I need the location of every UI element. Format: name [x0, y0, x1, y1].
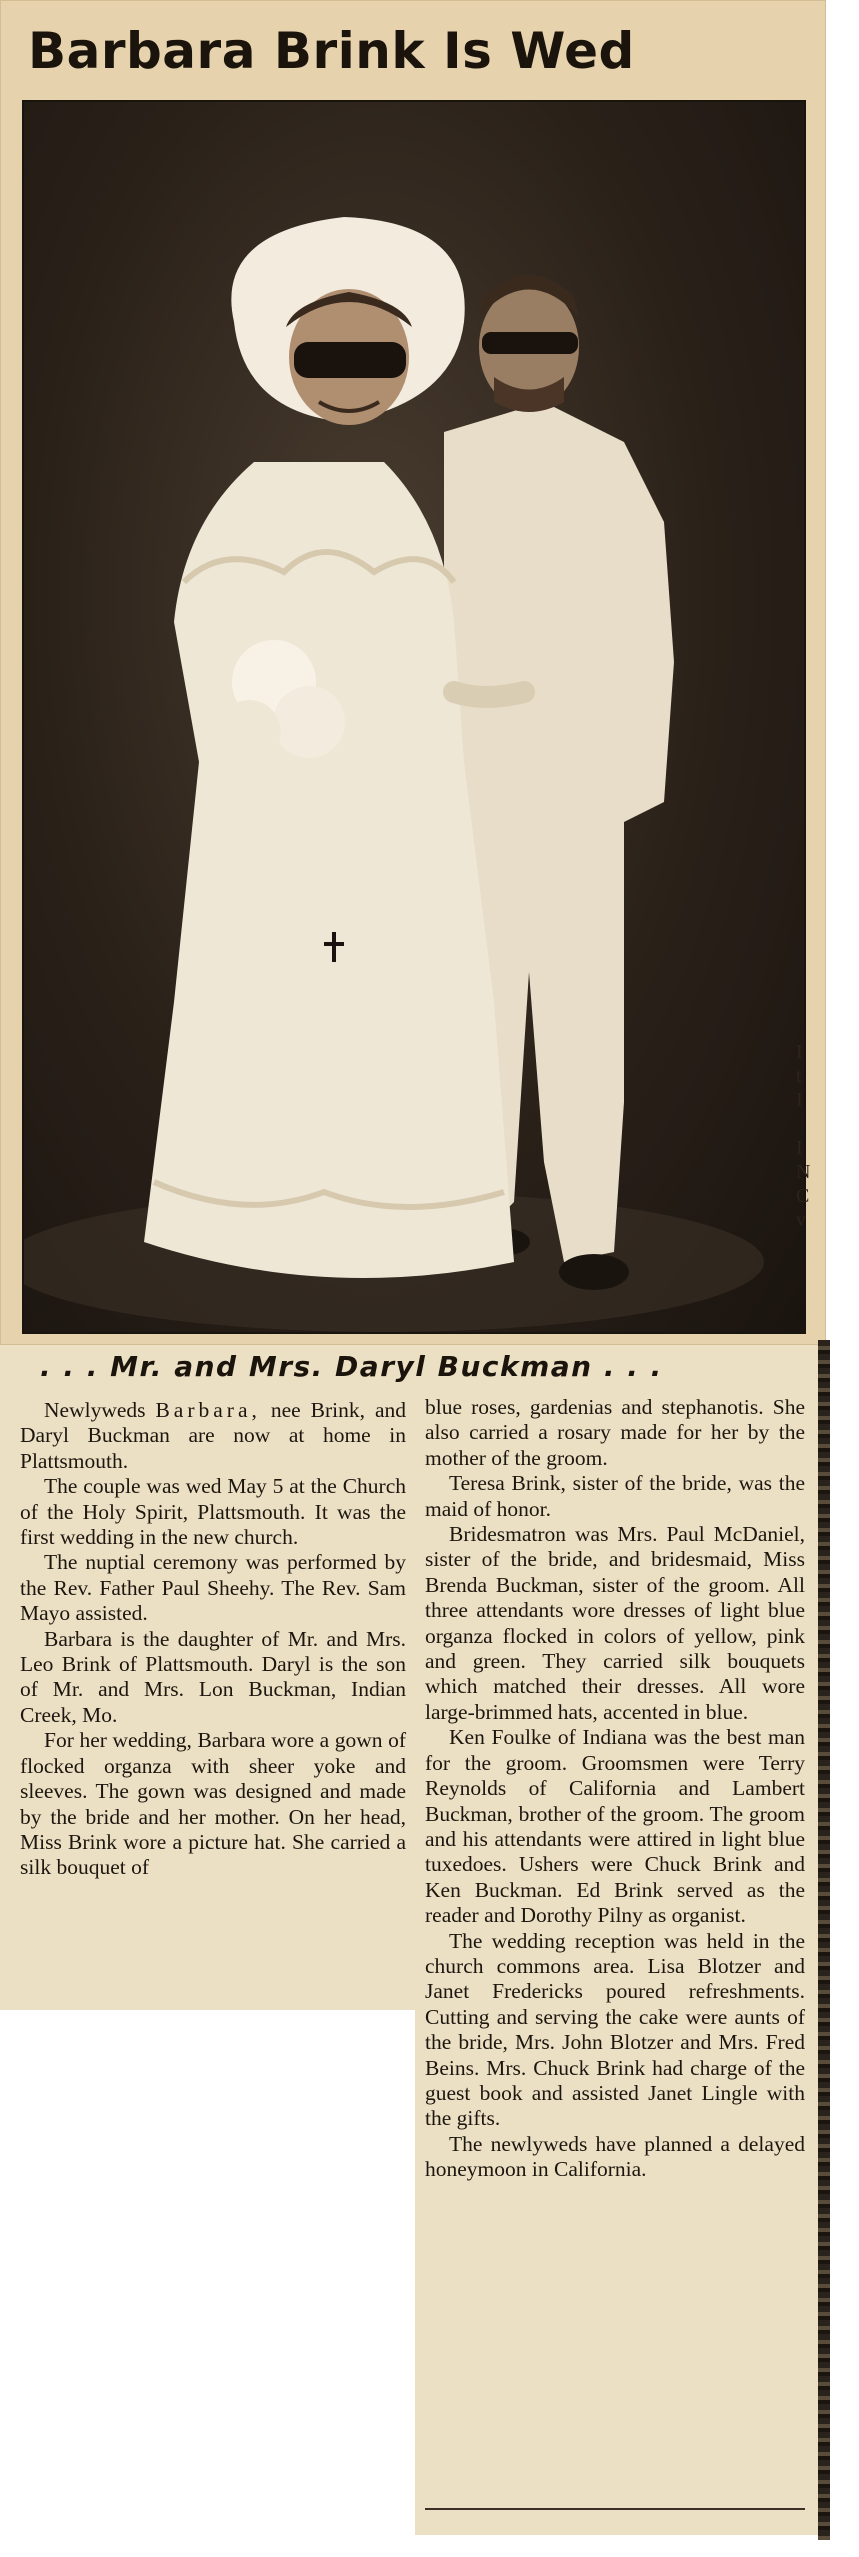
paragraph: The couple was wed May 5 at the Church of the Holy Spirit, Plattsmouth. It was the first wedding in the new church. [20, 1474, 406, 1550]
fragment-letter: N [796, 1161, 811, 1183]
photo-caption: . . . Mr. and Mrs. Daryl Buckman . . . [40, 1350, 663, 1383]
paragraph: Ken Foulke of Indiana was the best man for the groom. Groomsmen were Terry Reynolds of California and Lambert Buckman, brother of the groom. The groom and his attendants were attired in light blue tuxedoes. Ushers were Chuck Brink and Ken Buckman. Ed Brink served as the reader and Dorothy Pilny as organist. [425, 1725, 805, 1928]
fragment-letter: I [796, 1041, 803, 1063]
paragraph: The wedding reception was held in the church commons area. Lisa Blotzer and Janet Fredericks poured refreshments. Cutting and serving the cake were aunts of the bride, Mrs. John Blotzer and Mrs. Fred Beins. Mrs. Chuck Brink had charge of the guest book and assisted Janet Lingle with the gifts. [425, 1928, 805, 2131]
paragraph: The newlyweds have planned a delayed honeymoon in California. [425, 2131, 805, 2182]
paragraph-lead: Newlyweds [44, 1398, 156, 1422]
paragraph: Barbara is the daughter of Mr. and Mrs. Leo Brink of Plattsmouth. Daryl is the son of Mr. and Mrs. Lon Buckman, Indian Creek, Mo. [20, 1626, 406, 1727]
article-column-1 [20, 1398, 406, 1881]
wedding-photo-illustration [24, 102, 804, 1332]
paragraph [20, 1398, 406, 1474]
headline: Barbara Brink Is Wed [28, 22, 635, 80]
adjacent-article-fragment [796, 1040, 822, 1280]
bride-name: Barbara, [155, 1398, 261, 1422]
fragment-letter [796, 1112, 822, 1136]
torn-edge [818, 1340, 830, 2540]
fragment-letter: t [796, 1065, 802, 1087]
fragment-letter: v [796, 1209, 806, 1231]
end-rule [425, 2508, 805, 2510]
fragment-letter: C [796, 1185, 810, 1207]
fragment-letter: I [796, 1089, 803, 1111]
article-column-2 [425, 1395, 805, 2183]
paragraph: For her wedding, Barbara wore a gown of flocked organza with sheer yoke and sleeves. The gown was designed and made by the bride and her mother. On her head, Miss Brink wore a picture hat. She carried a silk bouquet of [20, 1728, 406, 1880]
paragraph: Teresa Brink, sister of the bride, was the maid of honor. [425, 1471, 805, 1521]
paragraph: The nuptial ceremony was performed by the Rev. Father Paul Sheehy. The Rev. Sam Mayo assisted. [20, 1550, 406, 1626]
fragment-letter: I [796, 1137, 803, 1159]
wedding-photo [22, 100, 806, 1334]
paragraph: Bridesmatron was Mrs. Paul McDaniel, sister of the bride, and bridesmaid, Miss Brenda Buckman, sister of the groom. All three attendants wore dresses of light blue organza flocked in colors of yellow, pink and green. They carried silk bouquets which matched their dresses. All wore large-brimmed hats, accented in blue. [425, 1522, 805, 1724]
paragraph: blue roses, gardenias and stephanotis. She also carried a rosary made for her by the mother of the groom. [425, 1395, 805, 1470]
paragraph-rest: nee Brink, and Daryl Buckman are now at home in Plattsmouth. [20, 1398, 406, 1473]
